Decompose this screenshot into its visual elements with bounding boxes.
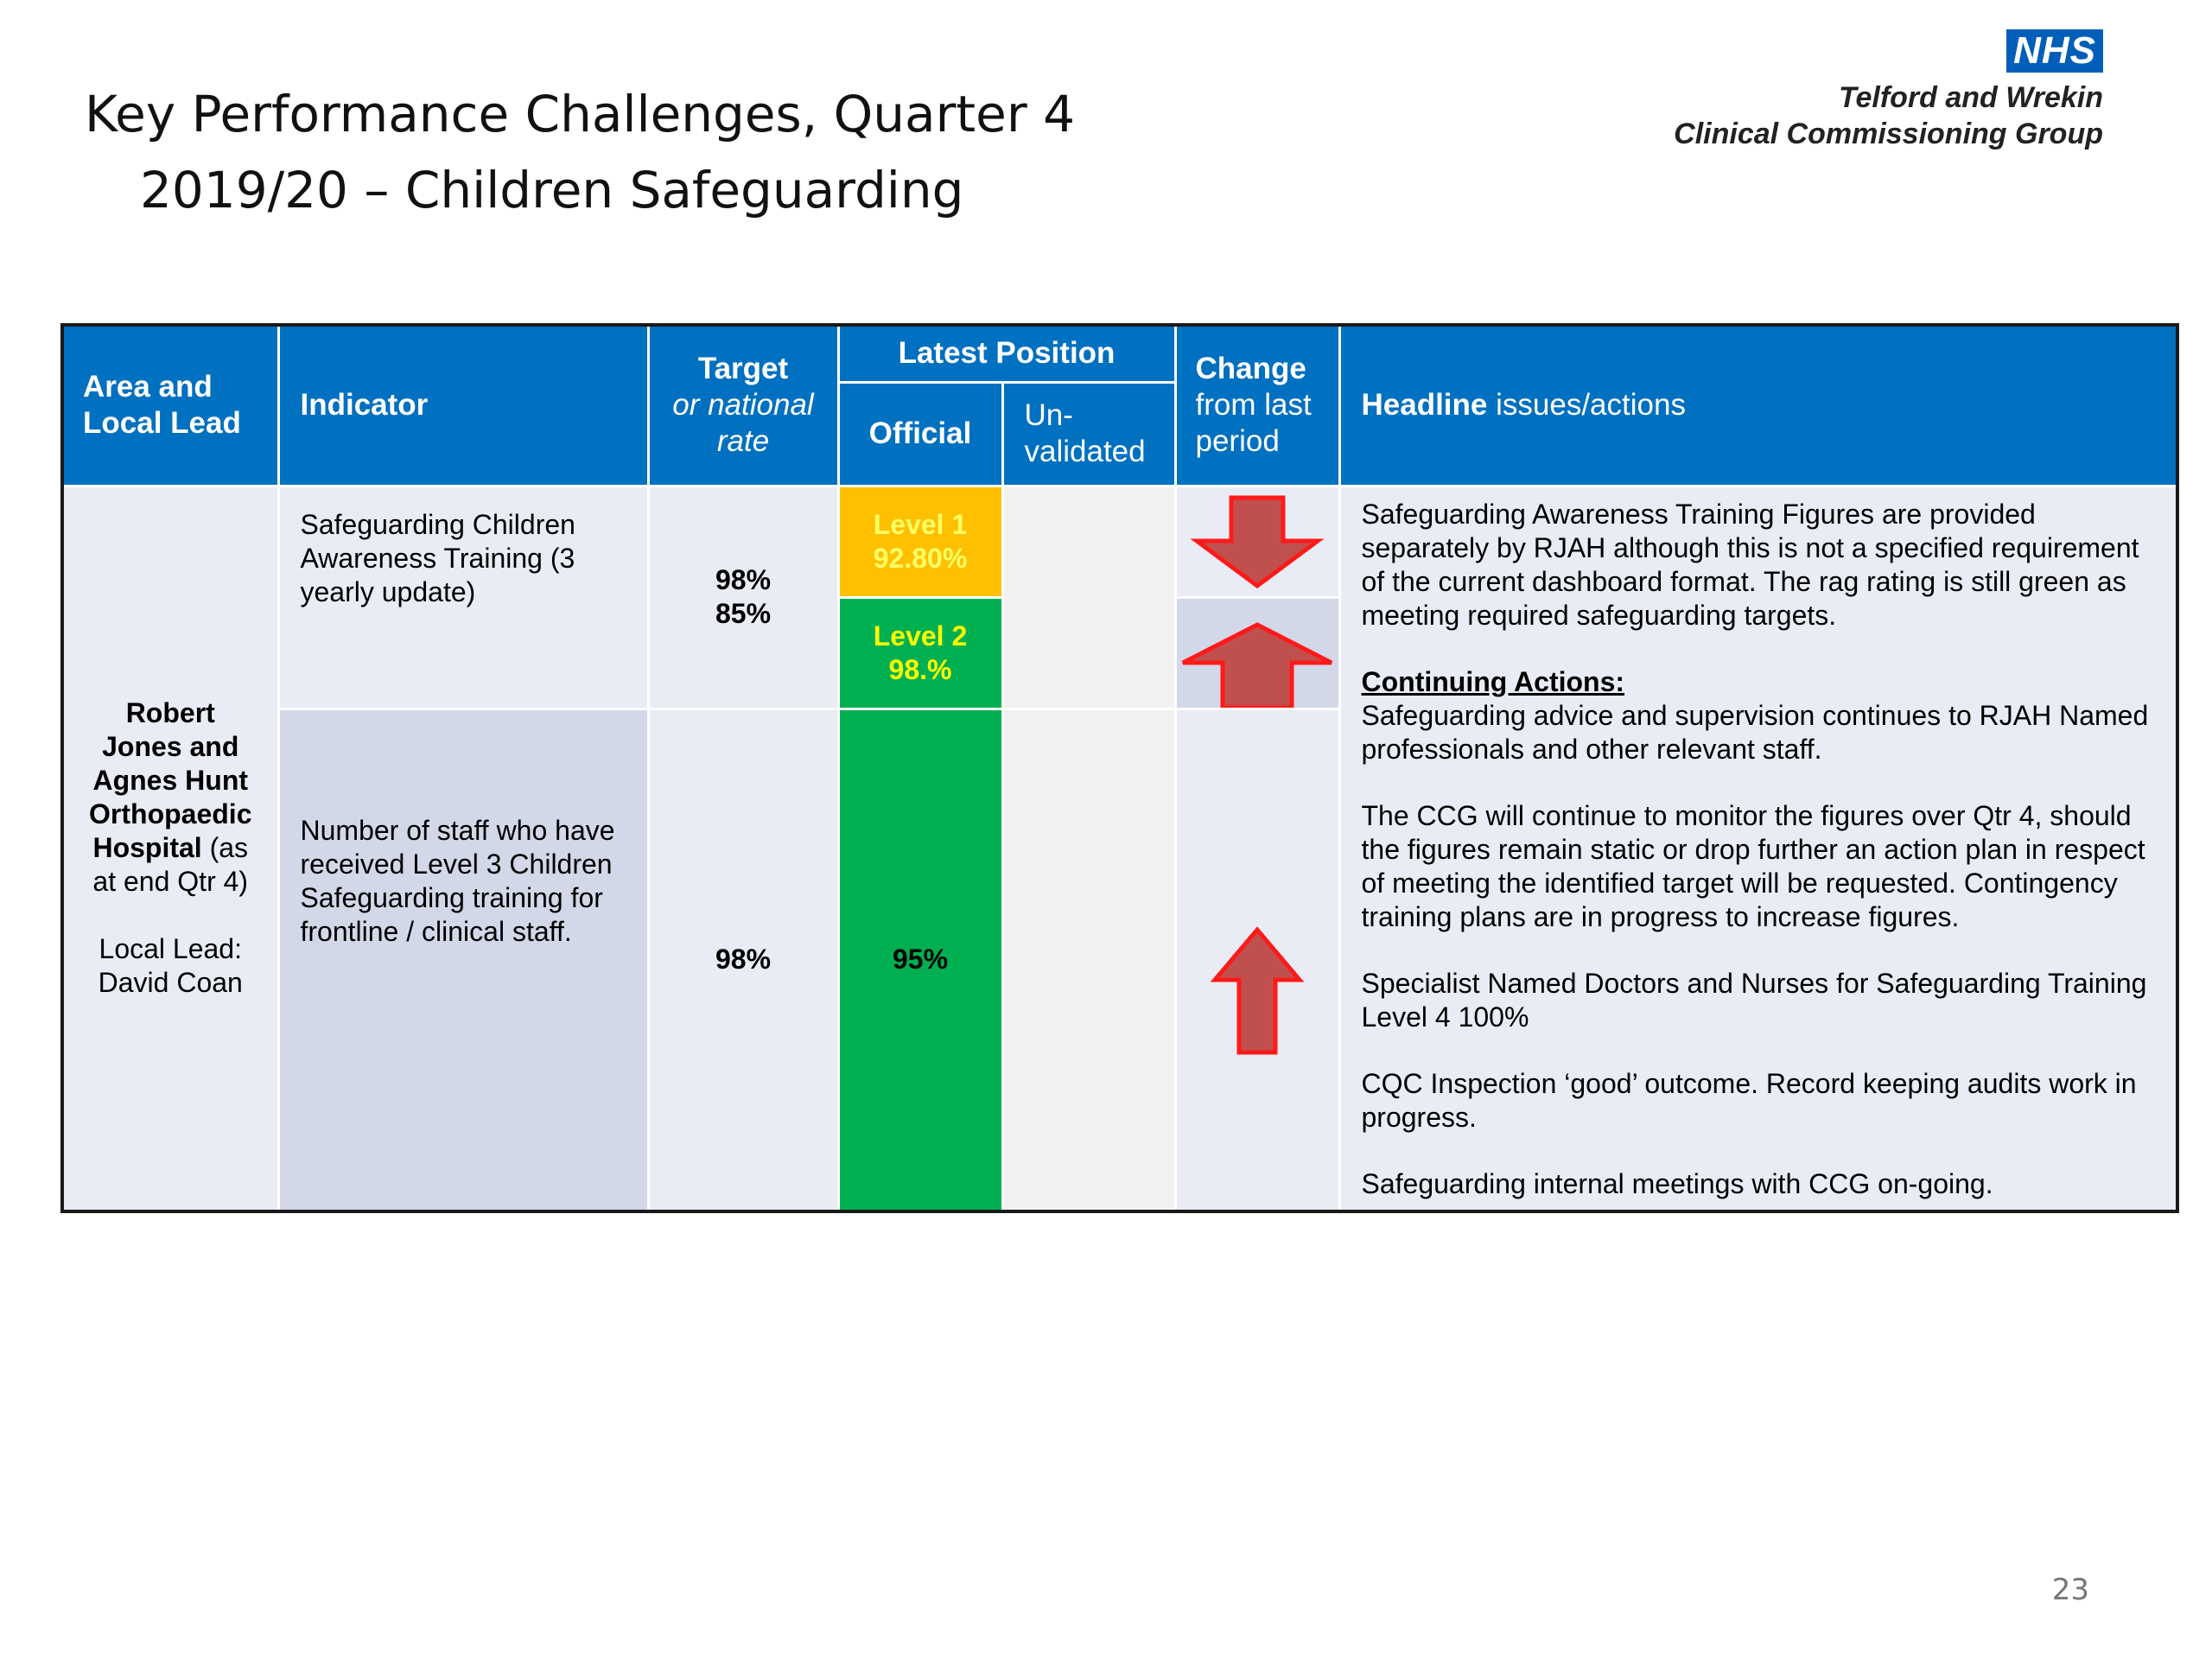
area-name-line-1: Robert bbox=[125, 697, 215, 728]
header-indicator-label: Indicator bbox=[300, 388, 429, 423]
target-level-3-training: 98% bbox=[648, 709, 838, 1211]
header-area-line-2: Local Lead bbox=[83, 406, 241, 441]
target-line-2: 85% bbox=[715, 598, 772, 630]
header-unvalidated-line-1: Un- bbox=[1024, 398, 1073, 432]
up-arrow-icon bbox=[1210, 926, 1305, 1056]
change-level-1 bbox=[1175, 486, 1339, 597]
official-level-2 bbox=[838, 597, 1002, 709]
area-period: at end Qtr 4) bbox=[92, 866, 249, 897]
target-line-1: 98% bbox=[715, 564, 772, 596]
official-level-3-training: 95% bbox=[838, 709, 1002, 1211]
notes-paragraph-2: Safeguarding advice and supervision continues to RJAH Named professionals and other relevant staff. bbox=[1361, 699, 2149, 765]
notes-paragraph-4: Specialist Named Doctors and Nurses for Safeguarding Training Level 4 100% bbox=[1361, 967, 2147, 1033]
level-1-value: 92.80% bbox=[873, 542, 968, 574]
target-awareness-training bbox=[648, 486, 838, 709]
header-headline-rest: issues/actions bbox=[1487, 388, 1686, 423]
nhs-brand bbox=[1674, 29, 2103, 152]
indicator-level-3-training: Number of staff who have received Level 3 Children Safeguarding training for frontline / clinical staff. bbox=[278, 709, 648, 1211]
header-area-line-1: Area and bbox=[83, 370, 213, 404]
official-level-1 bbox=[838, 486, 1002, 597]
nhs-logo: NHS bbox=[2006, 29, 2103, 73]
header-area bbox=[62, 325, 278, 486]
local-lead-label: Local Lead: bbox=[99, 933, 242, 964]
title-line-1: Key Performance Challenges, Quarter 4 bbox=[85, 85, 1076, 143]
header-target-bold: Target bbox=[697, 352, 789, 386]
down-arrow-icon bbox=[1188, 494, 1326, 589]
org-name-line-2: Clinical Commissioning Group bbox=[1674, 118, 2103, 150]
header-indicator bbox=[278, 325, 648, 486]
level-2-value: 98.% bbox=[888, 653, 952, 685]
header-change-bold: Change bbox=[1195, 352, 1306, 386]
change-level-2 bbox=[1175, 597, 1339, 709]
area-name-line-2: Jones and bbox=[102, 731, 239, 762]
header-headline-bold: Headline bbox=[1361, 388, 1488, 423]
notes-paragraph-3: The CCG will continue to monitor the figures over Qtr 4, should the figures remain static or drop further an action plan in respect of meeting the identified target will be requested. Contingency training plans are in progress to increase figures. bbox=[1361, 799, 2145, 932]
indicator-awareness-training: Safeguarding Children Awareness Training (3 yearly update) bbox=[278, 486, 648, 709]
area-name-line-3: Agnes Hunt bbox=[92, 765, 249, 796]
area-name-suffix: (as bbox=[201, 832, 249, 863]
headline-notes bbox=[1339, 486, 2177, 1211]
header-unvalidated-line-2: validated bbox=[1024, 435, 1146, 468]
header-official-label: Official bbox=[868, 416, 972, 450]
area-name-line-4: Orthopaedic bbox=[89, 798, 252, 830]
notes-paragraph-1: Safeguarding Awareness Training Figures are provided separately by RJAH although this is not a specified requirement of the current dashboard format. The rag rating is still green as meeting required safeguarding targets. bbox=[1361, 498, 2139, 631]
header-target bbox=[648, 325, 838, 486]
unvalidated-level-3-training bbox=[1002, 709, 1175, 1211]
title-line-2: 2019/20 – Children Safeguarding bbox=[140, 161, 964, 219]
level-1-label: Level 1 bbox=[873, 508, 968, 540]
level-2-label: Level 2 bbox=[873, 620, 968, 652]
header-target-italic-1: or national bbox=[672, 388, 814, 423]
up-arrow-icon bbox=[1179, 621, 1335, 708]
notes-paragraph-6: Safeguarding internal meetings with CCG on-going. bbox=[1361, 1167, 1993, 1199]
local-lead-name: David Coan bbox=[98, 967, 243, 998]
header-latest-position-label: Latest Position bbox=[898, 336, 1116, 371]
header-headline bbox=[1339, 325, 2177, 486]
header-change bbox=[1175, 325, 1339, 486]
notes-heading: Continuing Actions: bbox=[1361, 665, 1625, 697]
unvalidated-awareness-training bbox=[1002, 486, 1175, 709]
header-official bbox=[838, 382, 1002, 486]
org-name-line-1: Telford and Wrekin bbox=[1838, 81, 2103, 114]
area-name-line-5: Hospital bbox=[92, 832, 202, 863]
notes-paragraph-5: CQC Inspection ‘good’ outcome. Record keeping audits work in progress. bbox=[1361, 1067, 2137, 1133]
header-target-italic-2: rate bbox=[716, 424, 770, 459]
header-unvalidated bbox=[1002, 382, 1175, 486]
header-change-line-3: period bbox=[1195, 424, 1280, 459]
header-latest-position bbox=[838, 325, 1175, 382]
kpi-table bbox=[60, 323, 2179, 1213]
change-level-3-training bbox=[1175, 709, 1339, 1211]
page-number: 23 bbox=[2051, 1573, 2089, 1607]
slide-title bbox=[85, 76, 1075, 228]
area-cell bbox=[62, 486, 278, 1211]
header-change-line-2: from last bbox=[1195, 388, 1312, 423]
